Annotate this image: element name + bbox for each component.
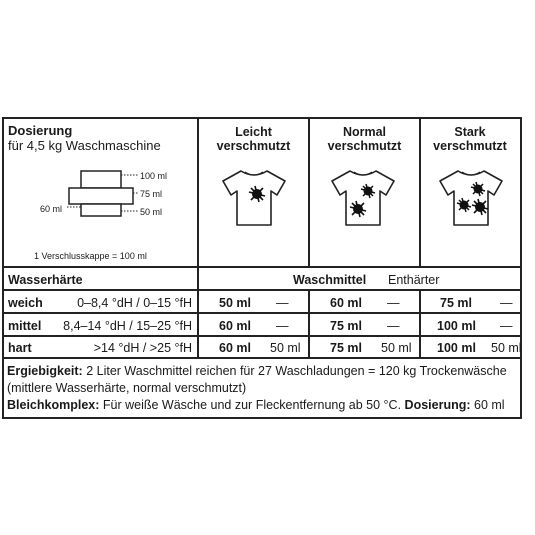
row-weich-name: weich <box>8 296 43 310</box>
footer-bleichkomplex <box>7 398 505 412</box>
row-mittel-name: mittel <box>8 319 42 333</box>
row-mittel-heavy-softener: — <box>500 319 513 333</box>
row-hart-light-detergent: 60 ml <box>219 341 251 355</box>
row-weich-range: 0–8,4 °dH / 0–15 °fH <box>77 296 192 310</box>
waschmittel-header: Waschmittel <box>293 273 367 287</box>
cap-note: 1 Verschlusskappe = 100 ml <box>34 251 147 261</box>
soil-level-light-line1: Leicht <box>235 125 272 139</box>
dosage-table <box>2 117 522 419</box>
header-bottom-divider <box>4 266 520 268</box>
row-mittel-normal-softener: — <box>387 319 400 333</box>
col-divider-3-rows <box>419 290 421 358</box>
dosage-subtitle: für 4,5 kg Waschmaschine <box>8 138 161 153</box>
row-hart-normal-detergent: 75 ml <box>330 341 362 355</box>
dosierung-text: 60 ml <box>470 398 505 412</box>
subheader-bottom-divider <box>4 289 520 291</box>
dosierung-label: Dosierung: <box>401 398 471 412</box>
ergiebigkeit-text: 2 Liter Waschmittel reichen für 27 Waschladungen = 120 kg Trockenwäsche <box>82 364 507 378</box>
footer-ergiebigkeit <box>7 364 507 378</box>
tshirt-normal-stain-icon <box>328 167 398 229</box>
cap-mark-100: 100 ml <box>140 171 168 181</box>
row-weich-light-softener: — <box>276 296 289 310</box>
col-divider-2-rows <box>308 290 310 358</box>
footer-ergiebigkeit-note: (mittlere Wasserhärte, normal verschmutzt) <box>7 381 247 395</box>
dosage-title: Dosierung <box>8 123 73 138</box>
cap-mark-75: 75 ml <box>140 189 163 199</box>
bleich-text: Für weiße Wäsche und zur Fleckentfernung ab 50 °C. <box>99 398 402 412</box>
row-hart-light-softener: 50 ml <box>270 341 301 355</box>
soil-level-heavy-line2: verschmutzt <box>433 139 507 153</box>
row-hart-heavy-detergent: 100 ml <box>437 341 476 355</box>
row-hart-heavy-softener: 50 ml <box>491 341 522 355</box>
ergiebigkeit-label: Ergiebigkeit: <box>7 364 83 378</box>
bleich-label: Bleichkomplex: <box>7 398 100 412</box>
col-divider-main <box>197 119 199 358</box>
row-weich-normal-detergent: 60 ml <box>330 296 362 310</box>
tshirt-heavy-stain-icon <box>436 167 506 229</box>
hardness-header: Wasserhärte <box>8 273 83 287</box>
table-bottom-divider <box>4 357 520 359</box>
soil-level-normal-line1: Normal <box>342 125 387 139</box>
row-hart-name: hart <box>8 341 32 355</box>
row-mittel-normal-detergent: 75 ml <box>330 319 362 333</box>
enthaerter-header: Enthärter <box>388 273 440 287</box>
soil-level-heavy-line1: Stark <box>454 125 486 139</box>
tshirt-light-stain-icon <box>219 167 289 229</box>
row-mittel-light-softener: — <box>276 319 289 333</box>
row-mittel-range: 8,4–14 °dH / 15–25 °fH <box>63 319 192 333</box>
row-hart-normal-softener: 50 ml <box>381 341 412 355</box>
row-mittel-light-detergent: 60 ml <box>219 319 251 333</box>
row-mittel-heavy-detergent: 100 ml <box>437 319 476 333</box>
row-weich-normal-softener: — <box>387 296 400 310</box>
row-divider-1 <box>4 312 520 314</box>
soil-level-light-line2: verschmutzt <box>216 139 291 153</box>
row-hart-range: >14 °dH / >25 °fH <box>93 341 192 355</box>
soil-level-normal-line2: verschmutzt <box>327 139 402 153</box>
row-divider-2 <box>4 335 520 337</box>
row-weich-light-detergent: 50 ml <box>219 296 251 310</box>
cap-mark-60: 60 ml <box>40 204 63 214</box>
row-weich-heavy-softener: — <box>500 296 513 310</box>
row-weich-heavy-detergent: 75 ml <box>440 296 472 310</box>
cap-mark-50: 50 ml <box>140 207 163 217</box>
